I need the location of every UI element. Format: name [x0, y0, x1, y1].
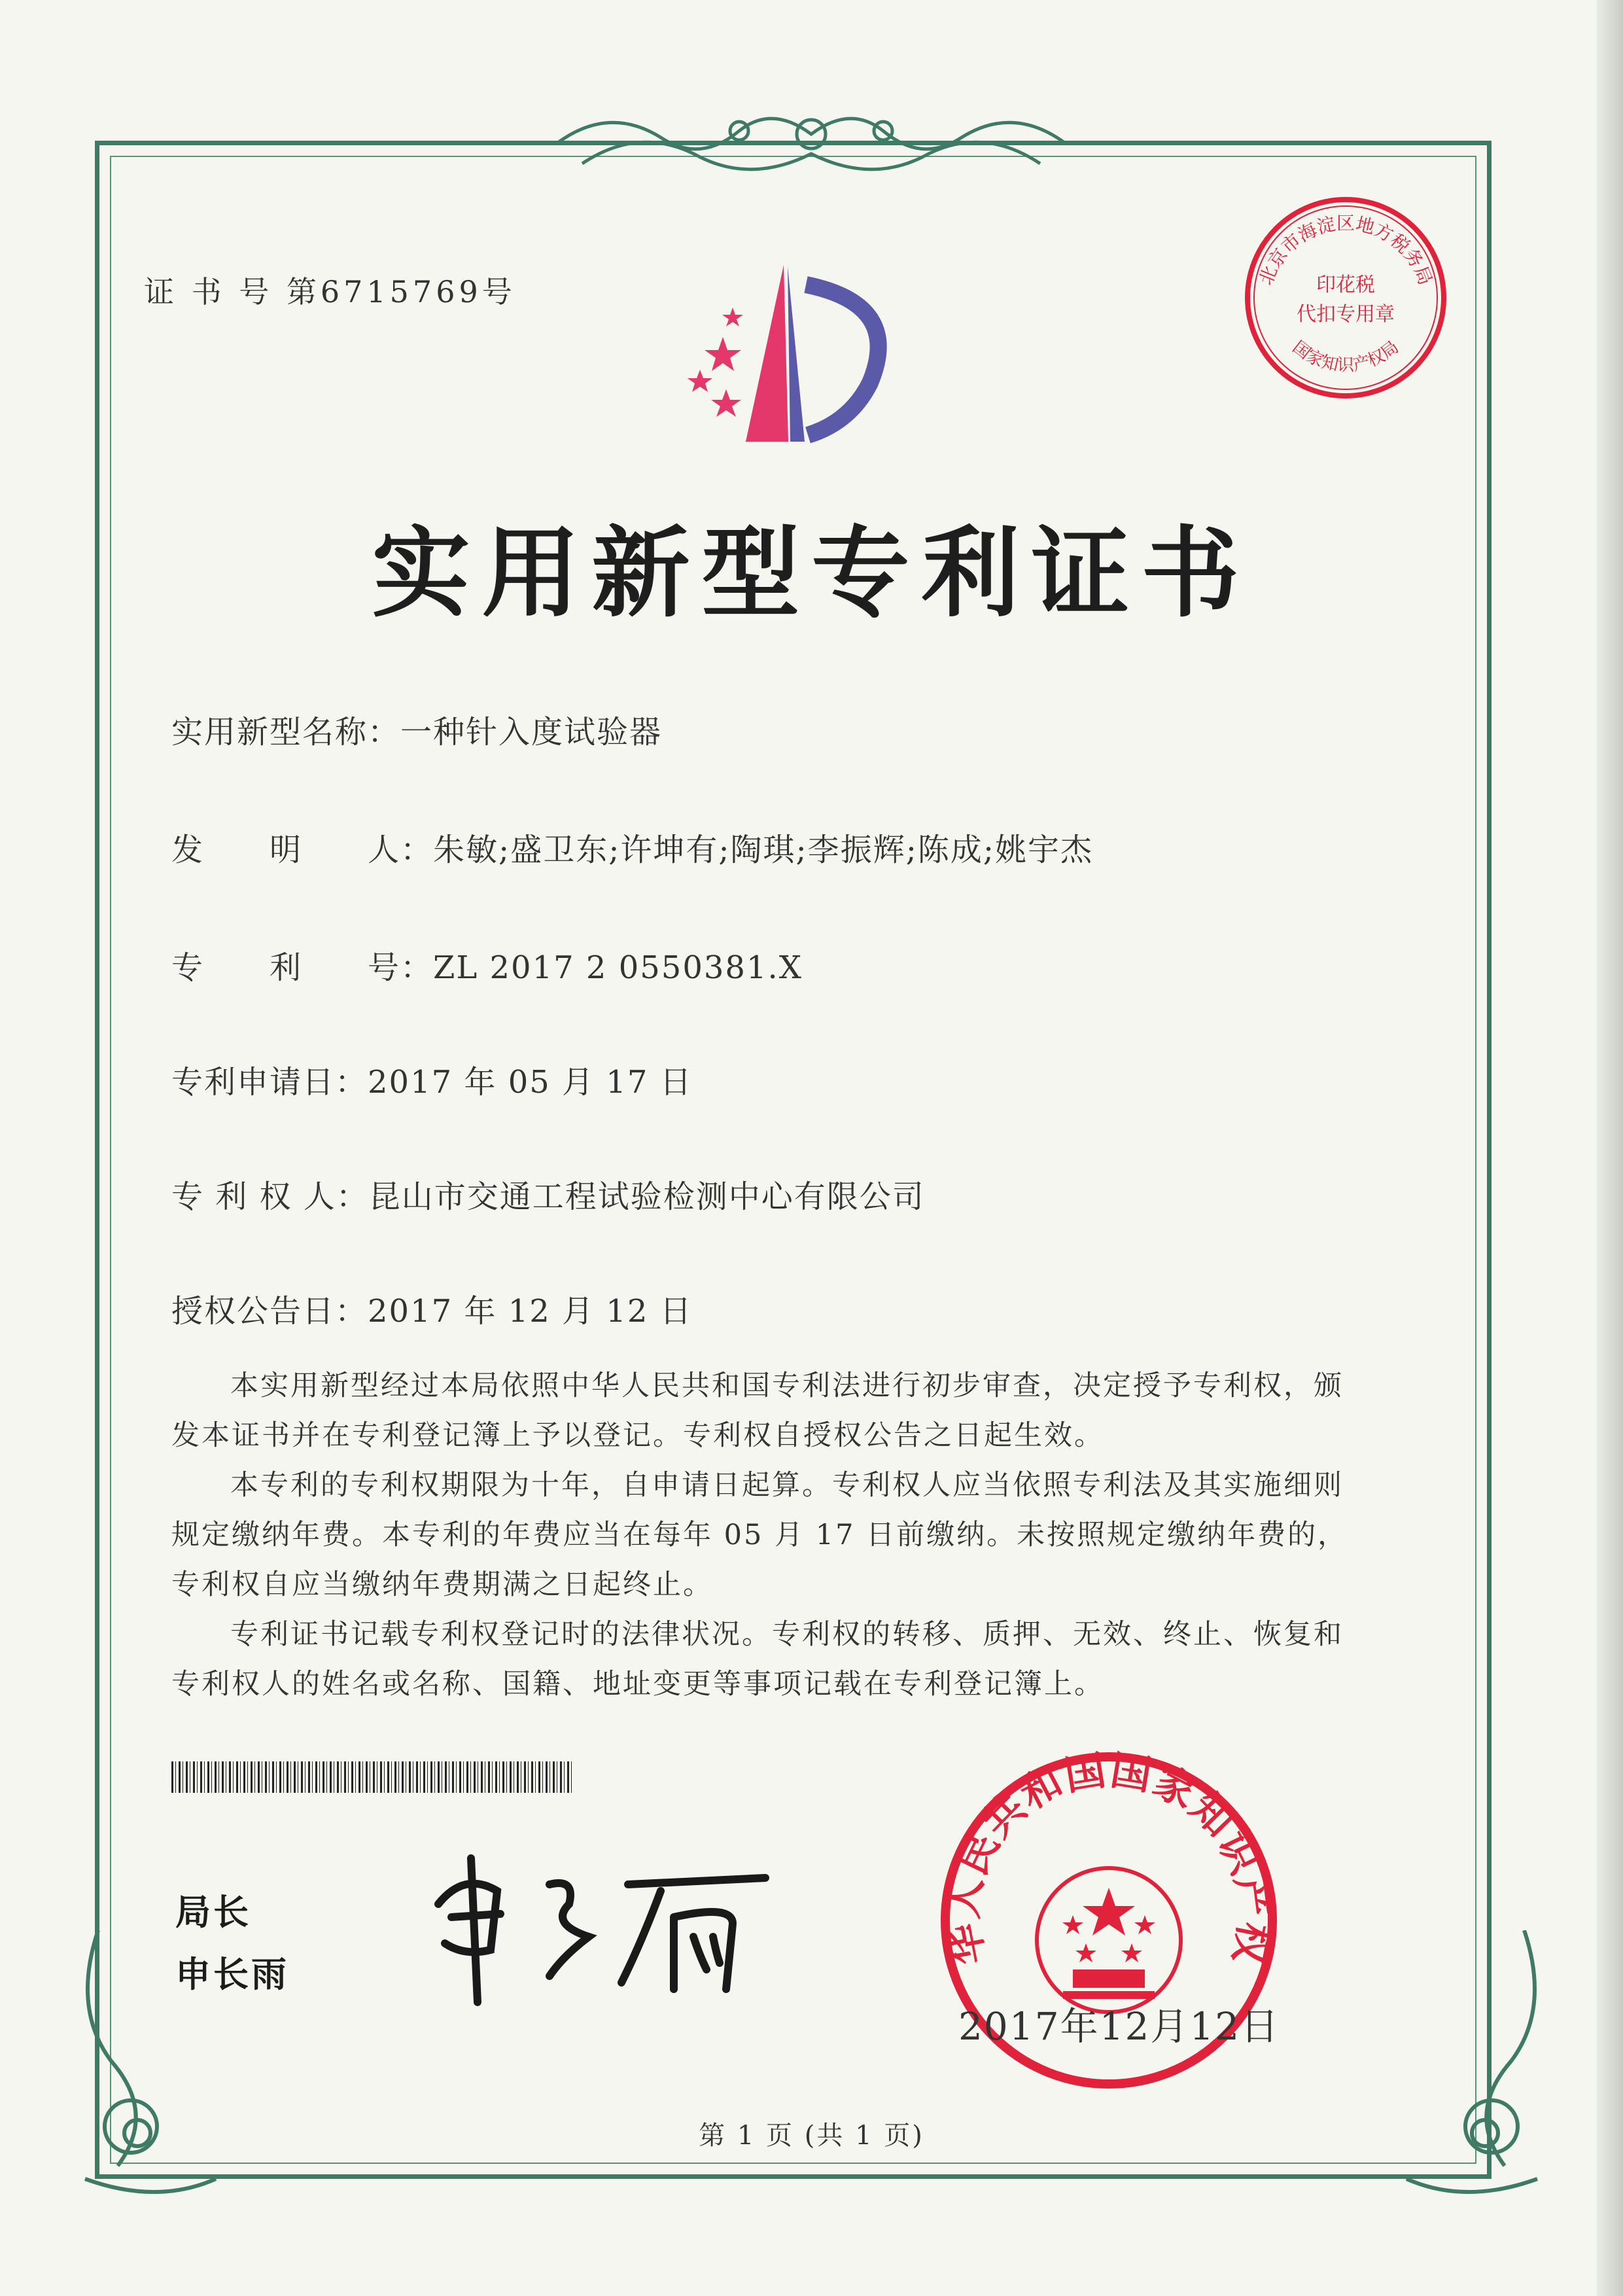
- national-emblem-icon: [1037, 1868, 1181, 2012]
- certificate-number: 证 书 号 第6715769号: [144, 274, 516, 309]
- cnipa-logo: [661, 258, 909, 455]
- field-value: 2017 年 12 月 12 日: [368, 1293, 693, 1330]
- signatory-role: 局长: [175, 1891, 251, 1933]
- barcode: [171, 1761, 572, 1793]
- legal-paragraph-1: 本实用新型经过本局依照中华人民共和国专利法进行初步审查，决定授予专利权，颁发本证书并在专利登记簿上予以登记。专利权自授权公告之日起生效。: [171, 1369, 1344, 1452]
- field-inventors: [171, 824, 1093, 870]
- field-label: 发 明 人：: [171, 832, 434, 868]
- corner-ornament-bottom-right: [1393, 1930, 1563, 2205]
- tax-stamp-line2: 代扣专用章: [1297, 303, 1395, 326]
- page-number: 第 1 页 (共 1 页): [699, 2121, 924, 2151]
- tax-stamp-line1: 印花税: [1316, 274, 1375, 296]
- tax-stamp-outer-text: 北京市海淀区地方税务局: [1255, 212, 1437, 289]
- certificate-title: 实用新型专利证书: [372, 516, 1251, 631]
- legal-paragraph-3: 专利证书记载专利权登记时的法律状况。专利权的转移、质押、无效、终止、恢复和专利权人的姓名或名称、国籍、地址变更等事项记载在专利登记簿上。: [171, 1618, 1344, 1701]
- seal-text: 华人民共和国国家知识产权: [939, 1746, 1279, 1969]
- tax-stamp-bottom-text: 国家知识产权局: [1288, 337, 1403, 376]
- page-edge: [1597, 0, 1623, 2296]
- svg-text:中华人民共和国国家知识产权局: [932, 1744, 1279, 1969]
- legal-paragraph-2: 本专利的专利权期限为十年，自申请日起算。专利权人应当依照专利法及其实施细则规定缴纳年费。本专利的年费应当在每年 05 月 17 日前缴纳。未按照规定缴纳年费的，专利权自应当缴纳年费期满之日起终止。: [171, 1469, 1348, 1601]
- field-patent-number: [171, 942, 803, 987]
- handwritten-signature: [425, 1845, 792, 2009]
- top-ornament: [543, 98, 1079, 196]
- field-value: 朱敏;盛卫东;许坤有;陶琪;李振辉;陈成;姚宇杰: [433, 832, 1094, 868]
- issue-date: 2017年12月12日: [958, 2004, 1280, 2049]
- field-grant-date: [171, 1286, 693, 1331]
- tax-stamp: [1241, 193, 1450, 402]
- field-application-date: [171, 1057, 693, 1102]
- field-label: 专利申请日：: [171, 1064, 368, 1101]
- field-name: [171, 707, 662, 752]
- field-label: 专 利 号：: [171, 949, 434, 986]
- field-value: ZL 2017 2 0550381.X: [433, 949, 803, 986]
- field-label: 专 利 权 人：: [171, 1178, 369, 1215]
- field-value: 2017 年 05 月 17 日: [368, 1064, 693, 1101]
- field-value: 昆山市交通工程试验检测中心有限公司: [368, 1178, 925, 1215]
- svg-text:国家知识产权局: [1289, 338, 1403, 376]
- field-label: 授权公告日：: [171, 1293, 368, 1330]
- field-value: 一种针入度试验器: [400, 714, 663, 751]
- signatory-name: 申长雨: [175, 1953, 289, 1995]
- field-patentee: [171, 1171, 925, 1216]
- field-label: 实用新型名称：: [171, 714, 401, 751]
- legal-text: [171, 1361, 1349, 1709]
